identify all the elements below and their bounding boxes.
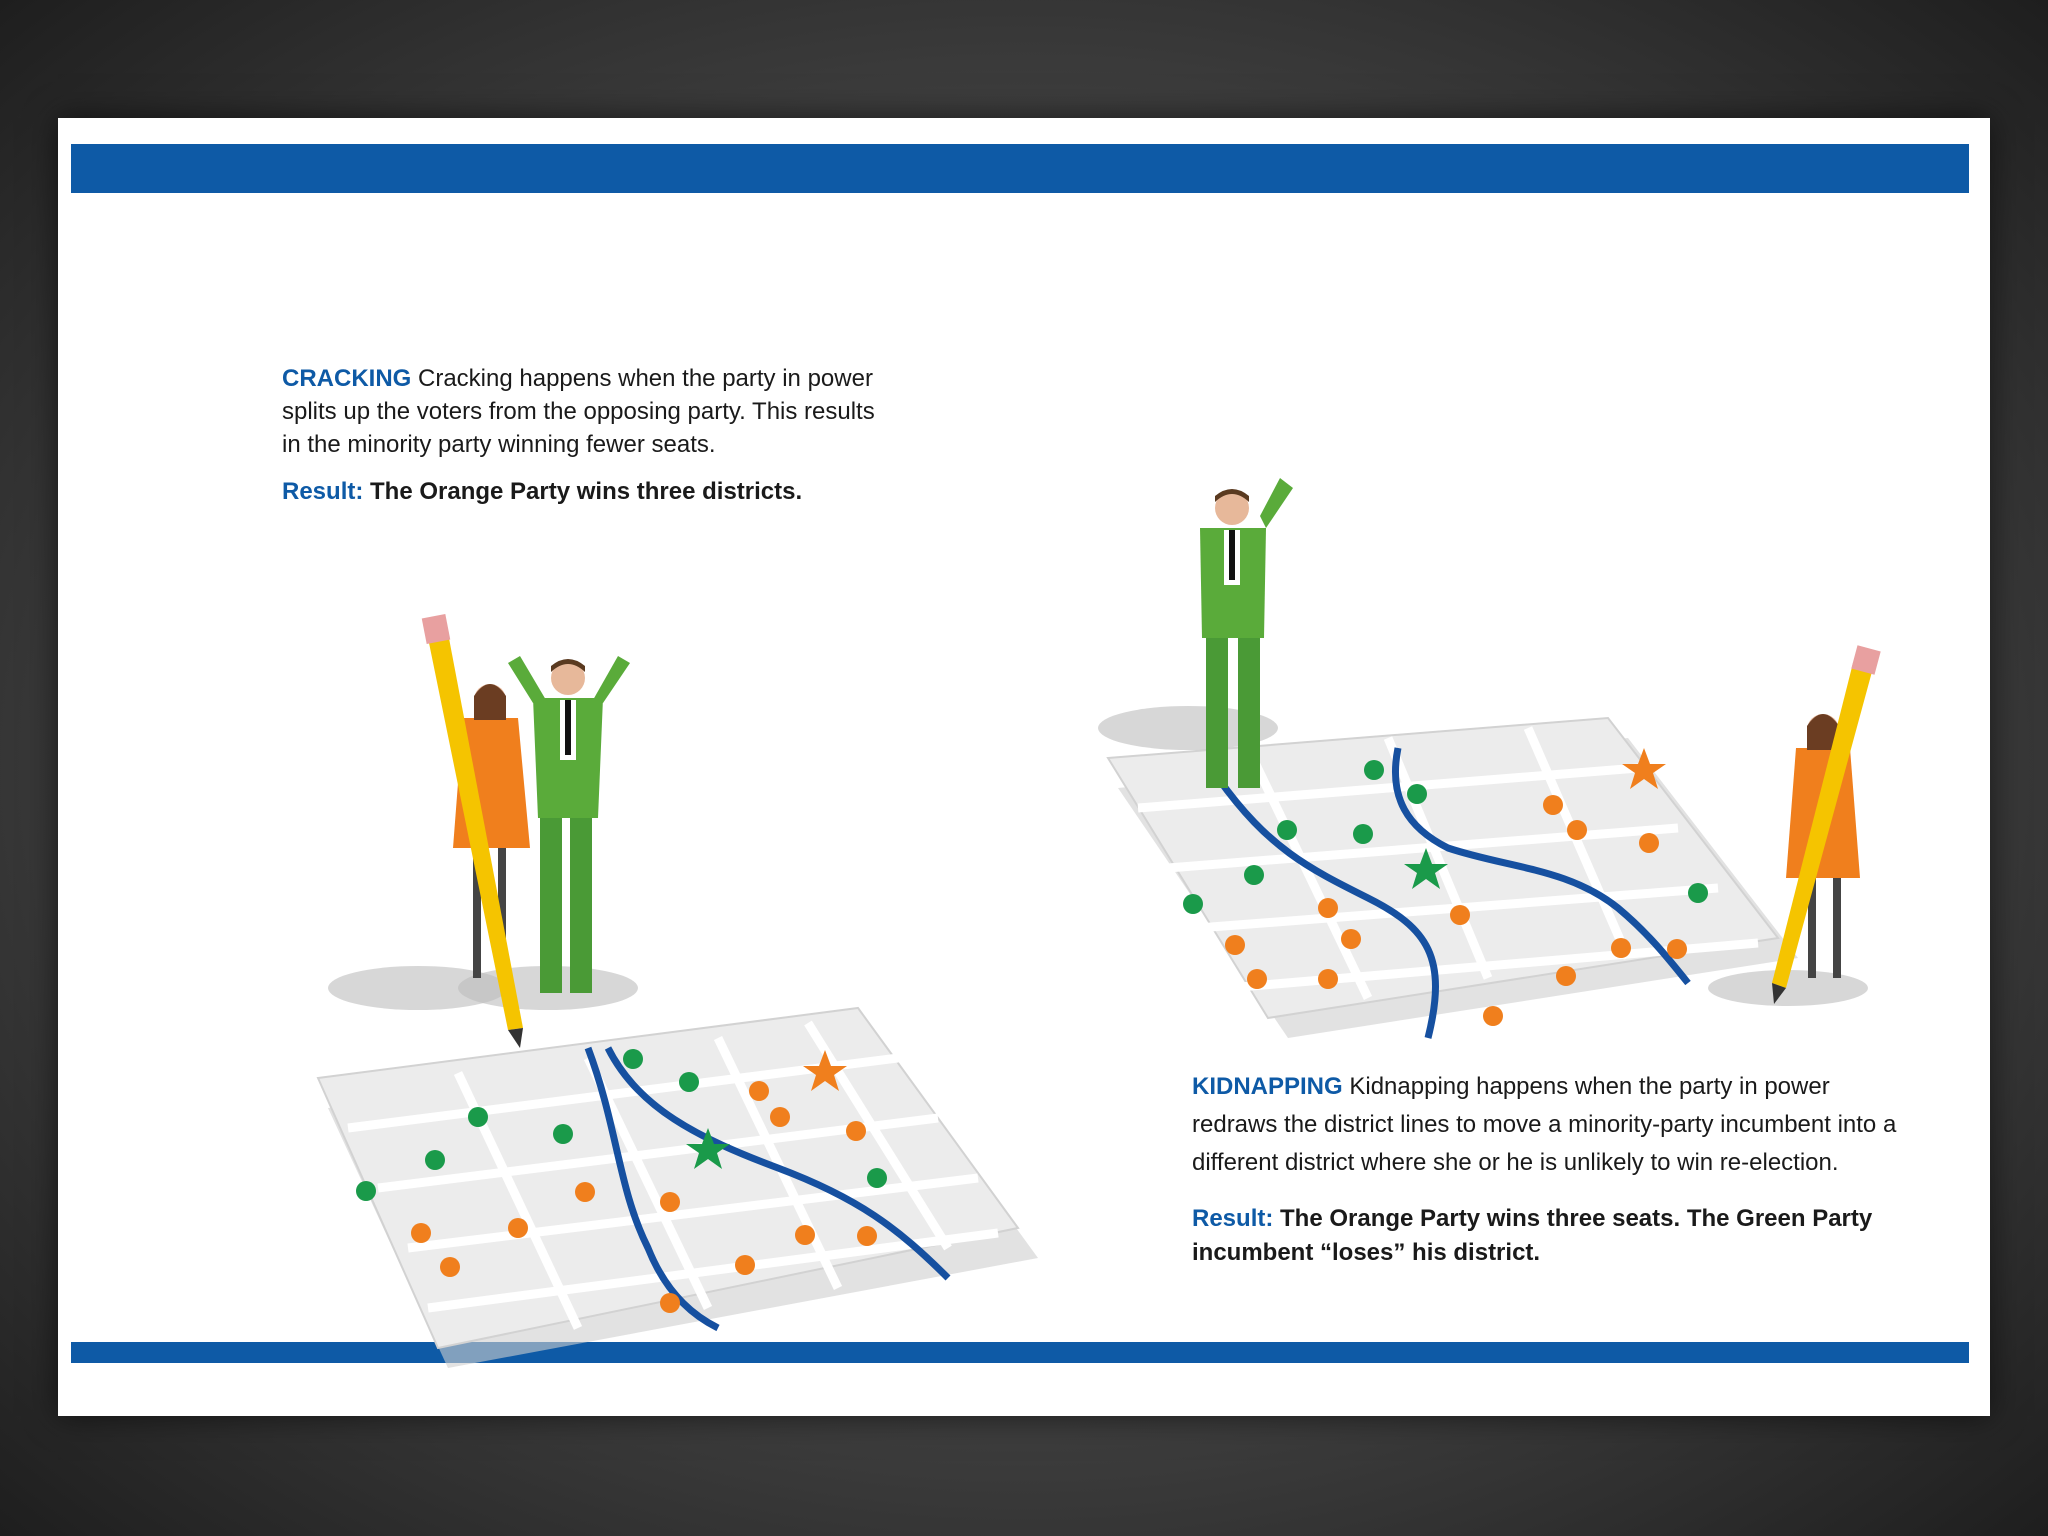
cracking-map-illustration (258, 608, 1058, 1388)
kidnapping-result-label: Result: (1192, 1205, 1274, 1232)
kidnapping-term: KIDNAPPING (1192, 1073, 1343, 1100)
cracking-result-text: The Orange Party wins three districts. (370, 478, 803, 505)
cracking-description: Cracking happens when the party in power splits up the voters from the opposing party. This results in the minority party winning fewer seats. (282, 365, 875, 458)
cracking-term: CRACKING (282, 365, 412, 392)
kidnapping-map-illustration (1068, 398, 1968, 1098)
kidnapping-result (1192, 1202, 1912, 1270)
cracking-paragraph (282, 362, 882, 461)
pencil-icon (1772, 645, 1881, 1004)
kidnapping-result-text: The Orange Party wins three seats. The Green Party incumbent “loses” his district. (1192, 1205, 1873, 1266)
cracking-result (282, 475, 882, 508)
green-party-person (1200, 478, 1293, 788)
kidnapping-description: Kidnapping happens when the party in power redraws the district lines to move a minority-party incumbent into a different district where she or he is unlikely to win re-election. (1192, 1073, 1897, 1176)
cracking-text-block (282, 362, 882, 508)
cracking-result-label: Result: (282, 478, 364, 505)
slide (58, 118, 1990, 1416)
kidnapping-text-block (1192, 1068, 1912, 1270)
header-bar (71, 144, 1969, 193)
